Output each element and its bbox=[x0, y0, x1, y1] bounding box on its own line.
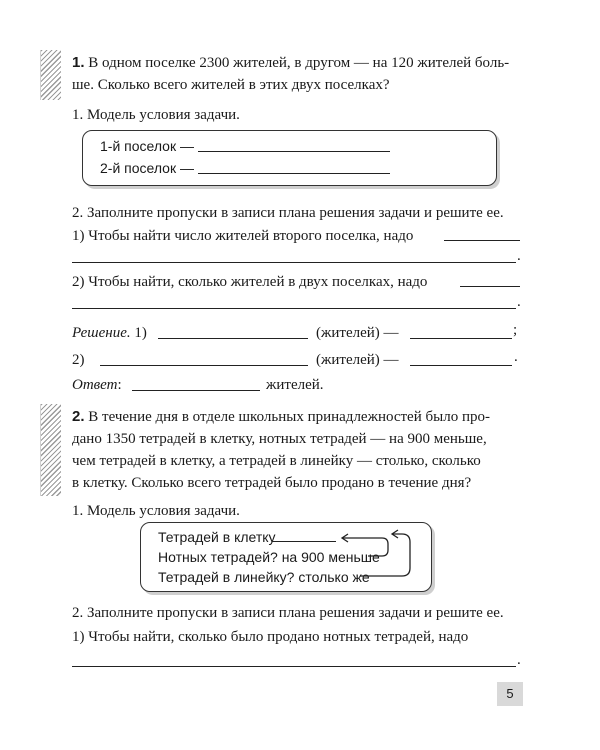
task1-step1-blank[interactable] bbox=[444, 240, 520, 241]
task1-answer-blank[interactable] bbox=[132, 390, 260, 391]
task1-step1-blank-line2[interactable] bbox=[72, 262, 516, 263]
arrow-lined-to-squared bbox=[360, 530, 410, 576]
task2-model-row1: Тетрадей в клетку bbox=[158, 529, 276, 545]
solution-label: Решение. bbox=[72, 325, 131, 341]
task2-step1-blank-line2[interactable] bbox=[72, 666, 516, 667]
answer-colon: : bbox=[117, 377, 122, 393]
task1-number: 1. bbox=[72, 54, 85, 71]
task2-statement bbox=[72, 406, 490, 428]
task2-text-line1: В течение дня в отделе школьных принадлежностей было про- bbox=[88, 409, 490, 425]
task1-answer-unit: жителей. bbox=[266, 377, 324, 393]
task1-solution1-unit: (жителей) — bbox=[316, 325, 399, 341]
task1-solution2-unit: (жителей) — bbox=[316, 352, 399, 368]
task1-solution2-end-dot: . bbox=[514, 349, 518, 365]
task2-step1: 1) Чтобы найти, сколько было продано нотных тетрадей, надо bbox=[72, 629, 469, 645]
task1-answer-row bbox=[72, 374, 122, 396]
task1-step2: 2) Чтобы найти, сколько жителей в двух поселках, надо bbox=[72, 274, 428, 290]
page-number: 5 bbox=[497, 682, 523, 706]
task1-solution2-result-blank[interactable] bbox=[410, 365, 512, 366]
task2-text-line4: в клетку. Сколько всего тетрадей было продано в течение дня? bbox=[72, 475, 472, 491]
task2-model-arrows bbox=[330, 526, 420, 586]
task1-step1: 1) Чтобы найти число жителей второго поселка, надо bbox=[72, 228, 414, 244]
task1-step2-end-dot: . bbox=[517, 294, 521, 310]
solution-step1-label: 1) bbox=[134, 325, 147, 341]
task1-step1-end-dot: . bbox=[517, 248, 521, 264]
arrow-notebooks-to-squared bbox=[342, 534, 388, 556]
task1-solution1-expression-blank[interactable] bbox=[158, 338, 308, 339]
task1-text-line1: В одном поселке 2300 жителей, в другом — на 120 жителей боль- bbox=[88, 55, 510, 71]
task1-solution-row1 bbox=[72, 322, 147, 344]
task1-solution1-semicolon: ; bbox=[513, 322, 518, 338]
task2-model-row3: Тетрадей в линейку? столько же bbox=[158, 569, 370, 585]
task2-row1-blank[interactable] bbox=[272, 541, 336, 542]
task1-margin-stripe bbox=[40, 50, 61, 100]
task2-text-line3: чем тетрадей в клетку, а тетрадей в линейку — столько, сколько bbox=[72, 453, 481, 469]
task1-row2-blank[interactable] bbox=[198, 173, 390, 174]
task2-number: 2. bbox=[72, 408, 85, 425]
task2-margin-stripe bbox=[40, 404, 61, 496]
task1-model-row1: 1-й поселок — bbox=[100, 138, 194, 154]
task1-step2-blank[interactable] bbox=[460, 286, 520, 287]
task1-row1-blank[interactable] bbox=[198, 151, 390, 152]
task1-solution2-expression-blank[interactable] bbox=[100, 365, 308, 366]
task1-plan-heading: 2. Заполните пропуски в записи плана решения задачи и решите ее. bbox=[72, 205, 504, 221]
task1-step2-blank-line2[interactable] bbox=[72, 308, 516, 309]
task1-solution1-result-blank[interactable] bbox=[410, 338, 512, 339]
task1-model-heading: 1. Модель условия задачи. bbox=[72, 107, 240, 123]
task1-text-line2: ше. Сколько всего жителей в этих двух поселках? bbox=[72, 77, 390, 93]
task1-solution-step2-label: 2) bbox=[72, 352, 85, 368]
task1-statement bbox=[72, 52, 509, 74]
answer-label: Ответ bbox=[72, 377, 118, 393]
task2-text-line2: дано 1350 тетрадей в клетку, нотных тетрадей — на 900 меньше, bbox=[72, 431, 487, 447]
task2-model-heading: 1. Модель условия задачи. bbox=[72, 503, 240, 519]
task2-plan-heading: 2. Заполните пропуски в записи плана решения задачи и решите ее. bbox=[72, 605, 504, 621]
task1-model-row2: 2-й поселок — bbox=[100, 160, 194, 176]
task2-step1-end-dot: . bbox=[517, 652, 521, 668]
task2-model-row2: Нотных тетрадей? на 900 меньше bbox=[158, 549, 380, 565]
